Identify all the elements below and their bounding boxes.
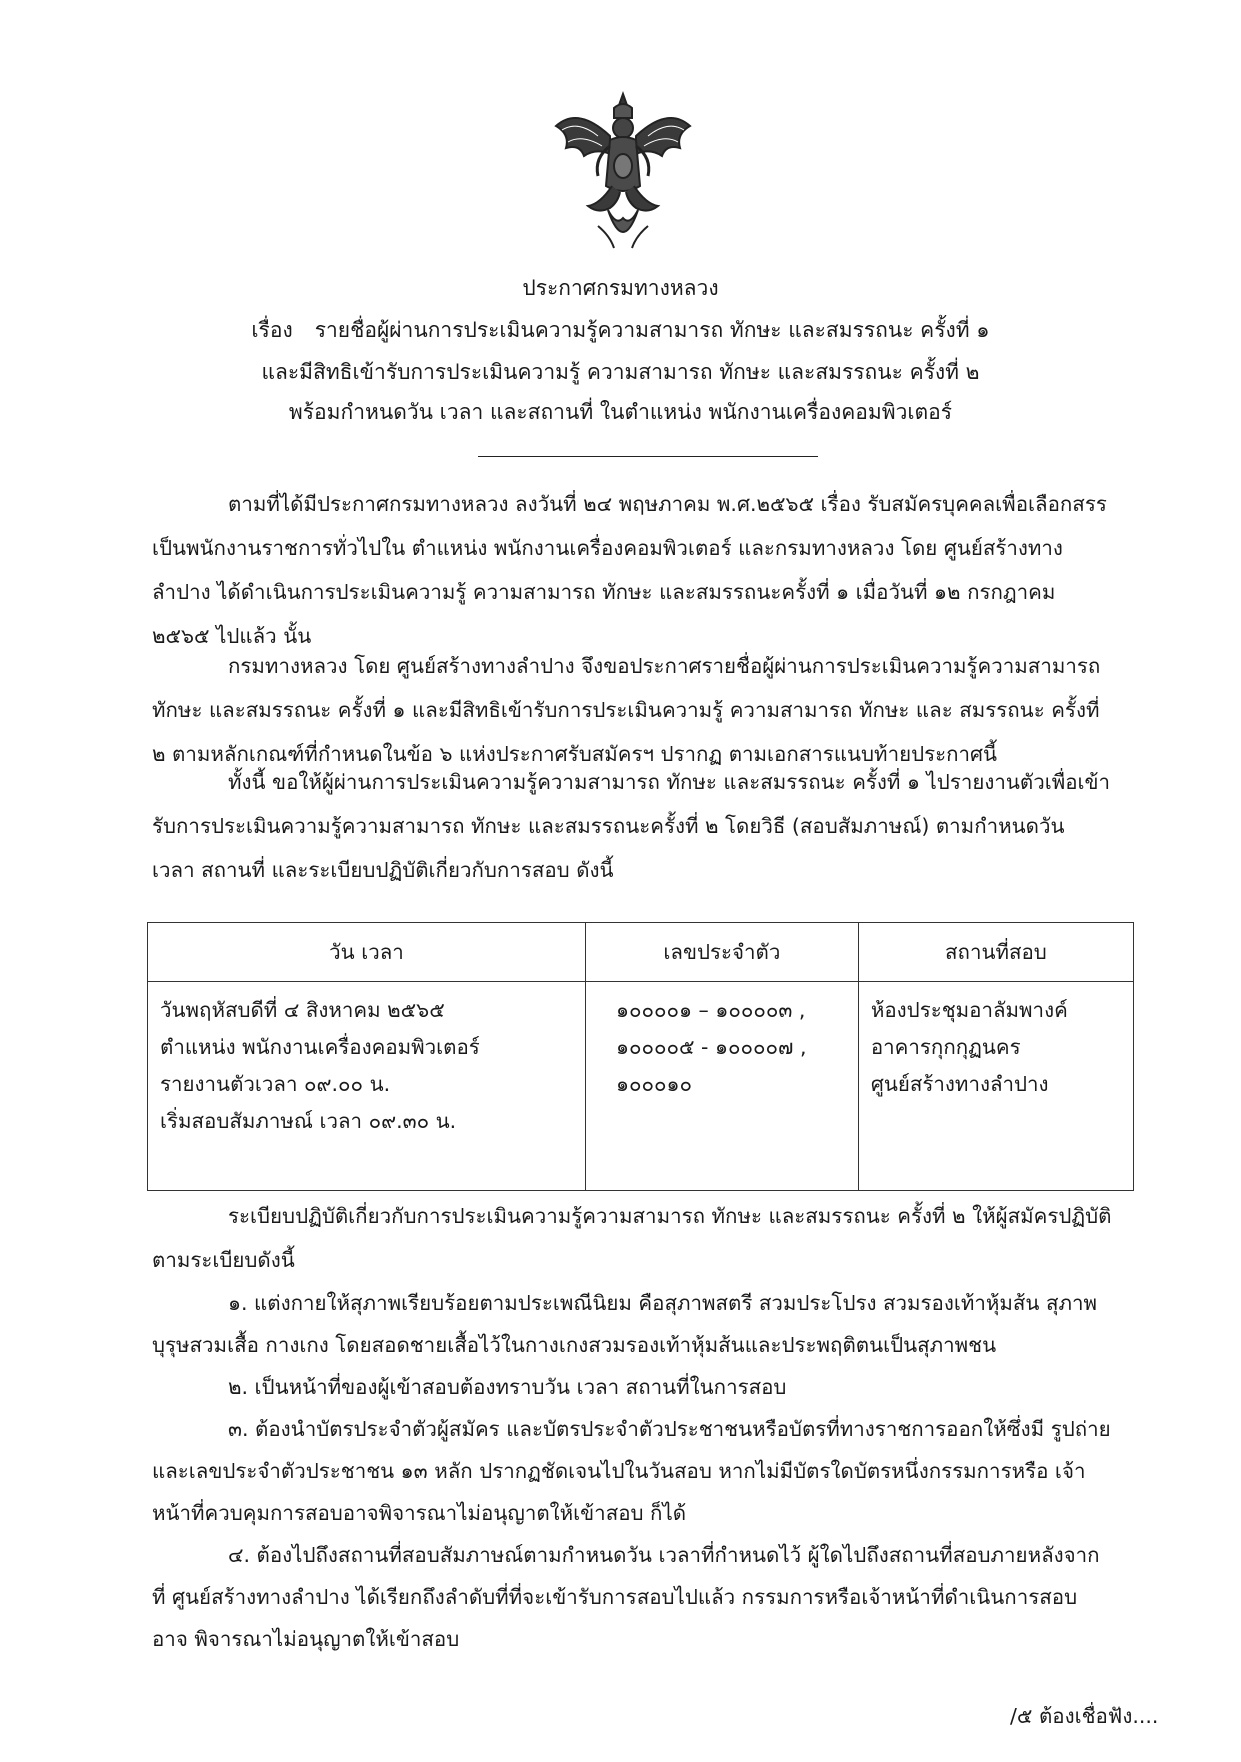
continuation-note: /๕ ต้องเชื่อฟัง.... <box>1010 1704 1159 1728</box>
paragraph-2: กรมทางหลวง โดย ศูนย์สร้างทางลำปาง จึงขอประกาศรายชื่อผู้ผ่านการประเมินความรู้ความสามารถ ทักษะ และสมรรถนะ ครั้งที่ ๑ และมีสิทธิเข้ารับการประเมินความรู้ ความสามารถ ทักษะ และ สมรรถนะ ครั้งที่ ๒ ตามหลักเกณฑ์ที่กำหนดในข้อ ๖ แห่งประกาศรับสมัครฯ ปรากฏ ตามเอกสารแนบท้ายประกาศนี้ <box>152 654 1101 766</box>
position-line: ตำแหน่ง พนักงานเครื่องคอมพิวเตอร์ <box>160 1035 480 1059</box>
title-divider <box>478 456 818 457</box>
list-item: ๓. ต้องนำบัตรประจำตัวผู้สมัคร และบัตรประจำตัวประชาชนหรือบัตรที่ทางราชการออกให้ซึ่งมี รูปถ่าย และเลขประจำตัวประชาชน ๑๓ หลัก ปรากฏชัดเจนไปในวันสอบ หากไม่มีบัตรใดบัตรหนึ่งกรรมการหรือ เจ้าหน้าที่ควบคุมการสอบอาจพิจารณาไม่อนุญาตให้เข้าสอบ ก็ได้ <box>152 1417 1111 1525</box>
paragraph-4: ระเบียบปฏิบัติเกี่ยวกับการประเมินความรู้ความสามารถ ทักษะ และสมรรถนะ ครั้งที่ ๒ ให้ผู้สมัครปฏิบัติตามระเบียบดังนี้ <box>152 1204 1112 1272</box>
garuda-emblem-icon <box>548 86 698 254</box>
list-item: ๑. แต่งกายให้สุภาพเรียบร้อยตามประเพณีนิยม คือสุภาพสตรี สวมประโปรง สวมรองเท้าหุ้มส้น สุภาพบุรุษสวมเสื้อ กางเกง โดยสอดชายเสื้อไว้ในกางเกงสวมรองเท้าหุ้มส้นและประพฤติตนเป็นสุภาพชน <box>152 1291 1098 1357</box>
header-id-number: เลขประจำตัว <box>585 923 858 982</box>
table-row <box>148 982 1134 1191</box>
announcement-title: ประกาศกรมทางหลวง <box>522 276 719 300</box>
id-range-line: ๑๐๐๐๐๑ – ๑๐๐๐๐๓ , <box>615 998 806 1022</box>
id-range-line: ๑๐๐๐๑๐ <box>615 1072 693 1096</box>
cell-date-time <box>148 982 586 1191</box>
cell-exam-place <box>858 982 1133 1191</box>
report-time-line: รายงานตัวเวลา ๐๙.๐๐ น. <box>160 1072 391 1096</box>
subject-line-1 <box>0 314 1241 347</box>
table-header-row <box>148 923 1134 982</box>
rules-list <box>152 1282 1112 1660</box>
place-line: อาคารกุกกุฏนคร <box>870 1035 1021 1059</box>
place-line: ห้องประชุมอาลัมพางค์ <box>870 998 1068 1022</box>
list-item: ๒. เป็นหน้าที่ของผู้เข้าสอบต้องทราบวัน เวลา สถานที่ในการสอบ <box>228 1375 787 1399</box>
date-line: วันพฤหัสบดีที่ ๔ สิงหาคม ๒๕๖๕ <box>160 998 445 1022</box>
paragraph-3: ทั้งนี้ ขอให้ผู้ผ่านการประเมินความรู้ความสามารถ ทักษะ และสมรรถนะ ครั้งที่ ๑ ไปรายงานตัวเพื่อเข้ารับการประเมินความรู้ความสามารถ ทักษะ และสมรรถนะครั้งที่ ๒ โดยวิธี (สอบสัมภาษณ์) ตามกำหนดวัน เวลา สถานที่ และระเบียบปฏิบัติเกี่ยวกับการสอบ ดังนี้ <box>152 770 1111 882</box>
schedule-table <box>147 922 1134 1191</box>
subject-line-2: และมีสิทธิเข้ารับการประเมินความรู้ ความสามารถ ทักษะ และสมรรถนะ ครั้งที่ ๒ <box>261 360 980 384</box>
place-line: ศูนย์สร้างทางลำปาง <box>870 1072 1049 1096</box>
header-exam-place: สถานที่สอบ <box>858 923 1133 982</box>
list-item: ๔. ต้องไปถึงสถานที่สอบสัมภาษณ์ตามกำหนดวัน เวลาที่กำหนดไว้ ผู้ใดไปถึงสถานที่สอบภายหลังจากที่ ศูนย์สร้างทางลำปาง ได้เรียกถึงลำดับที่ที่จะเข้ารับการสอบไปแล้ว กรรมการหรือเจ้าหน้าที่ดำเนินการสอบอาจ พิจารณาไม่อนุญาตให้เข้าสอบ <box>152 1543 1100 1651</box>
interview-time-line: เริ่มสอบสัมภาษณ์ เวลา ๐๙.๓๐ น. <box>160 1109 457 1133</box>
subject-text-1: รายชื่อผู้ผ่านการประเมินความรู้ความสามารถ ทักษะ และสมรรถนะ ครั้งที่ ๑ <box>314 318 990 342</box>
subject-label: เรื่อง <box>251 318 293 342</box>
cell-id-numbers <box>585 982 858 1191</box>
id-range-line: ๑๐๐๐๐๕ - ๑๐๐๐๐๗ , <box>615 1035 807 1059</box>
header-date-time: วัน เวลา <box>148 923 586 982</box>
subject-line-3: พร้อมกำหนดวัน เวลา และสถานที่ ในตำแหน่ง พนักงานเครื่องคอมพิวเตอร์ <box>288 400 953 424</box>
paragraph-1: ตามที่ได้มีประกาศกรมทางหลวง ลงวันที่ ๒๔ พฤษภาคม พ.ศ.๒๕๖๕ เรื่อง รับสมัครบุคคลเพื่อเลือกสรร เป็นพนักงานราชการทั่วไปใน ตำแหน่ง พนักงานเครื่องคอมพิวเตอร์ และกรมทางหลวง โดย ศูนย์สร้างทางลำปาง ได้ดำเนินการประเมินความรู้ ความสามารถ ทักษะ และสมรรถนะครั้งที่ ๑ เมื่อวันที่ ๑๒ กรกฎาคม ๒๕๖๕ ไปแล้ว นั้น <box>152 492 1107 648</box>
